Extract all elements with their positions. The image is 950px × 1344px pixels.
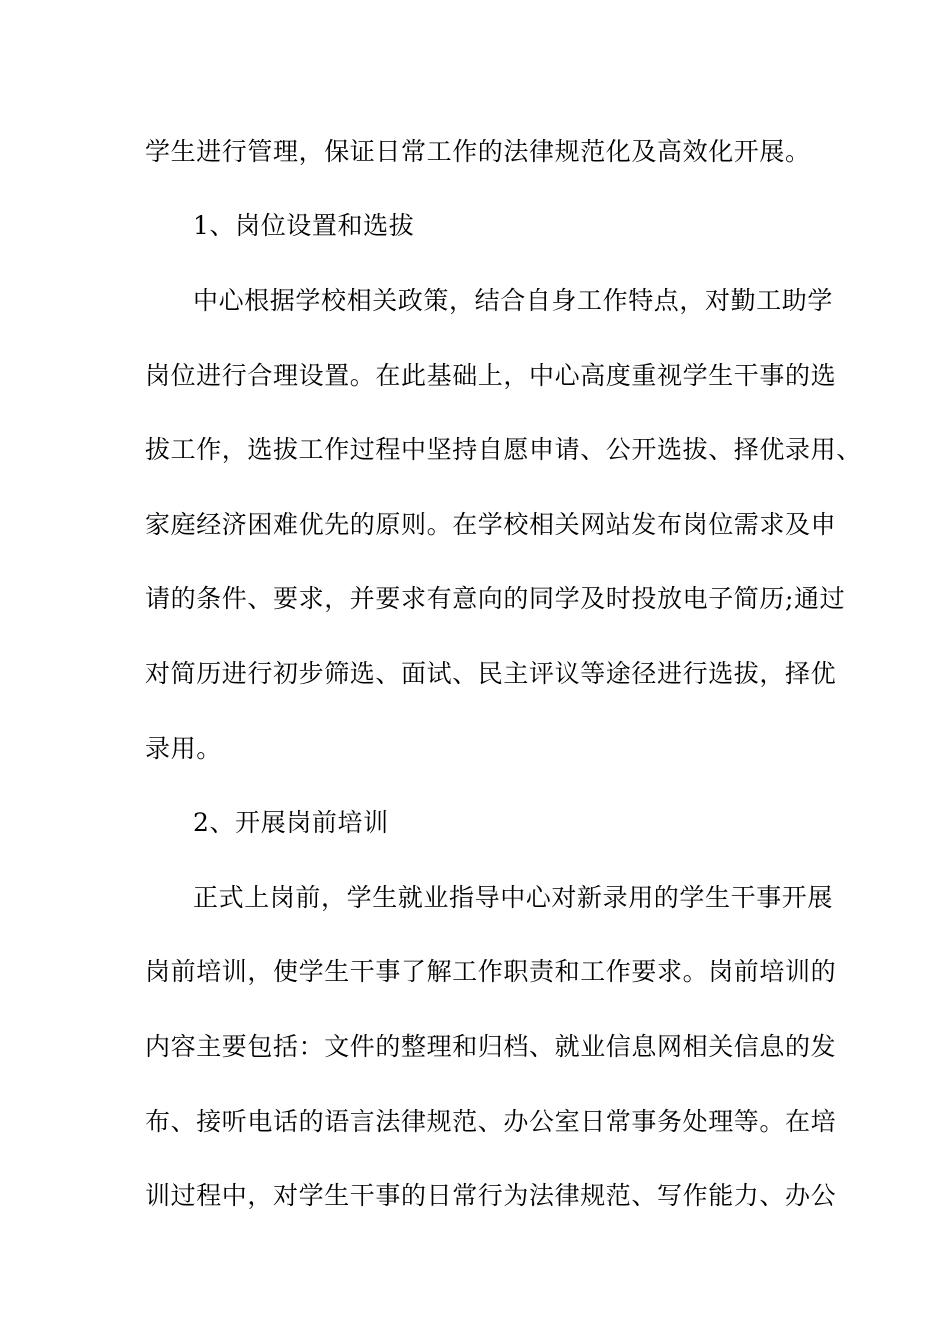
paragraph-line: 岗位进行合理设置。在此基础上，中心高度重视学生干事的选 — [145, 361, 837, 390]
paragraph-line: 正式上岗前，学生就业指导中心对新录用的学生干事开展 — [193, 883, 834, 912]
paragraph-line: 对简历进行初步筛选、面试、民主评议等途径进行选拔，择优 — [145, 659, 837, 688]
paragraph-line: 布、接听电话的语言法律规范、办公室日常事务处理等。在培 — [145, 1107, 837, 1136]
paragraph-line: 录用。 — [145, 734, 222, 763]
paragraph-line: 内容主要包括：文件的整理和归档、就业信息网相关信息的发 — [145, 1032, 837, 1061]
section-heading: 1、岗位设置和选拔 — [193, 211, 415, 240]
paragraph-line: 拔工作，选拔工作过程中坚持自愿申请、公开选拔、择优录用、 — [145, 435, 862, 464]
section-heading: 2、开展岗前培训 — [193, 808, 389, 837]
paragraph-line: 学生进行管理，保证日常工作的法律规范化及高效化开展。 — [145, 137, 811, 166]
paragraph-line: 岗前培训，使学生干事了解工作职责和工作要求。岗前培训的 — [145, 957, 837, 986]
paragraph-line: 家庭经济困难优先的原则。在学校相关网站发布岗位需求及申 — [145, 510, 837, 539]
paragraph-line: 训过程中，对学生干事的日常行为法律规范、写作能力、办公 — [145, 1181, 837, 1210]
paragraph-line: 中心根据学校相关政策，结合自身工作特点，对勤工助学 — [193, 286, 834, 315]
paragraph-line: 请的条件、要求，并要求有意向的同学及时投放电子简历;通过 — [145, 584, 846, 613]
